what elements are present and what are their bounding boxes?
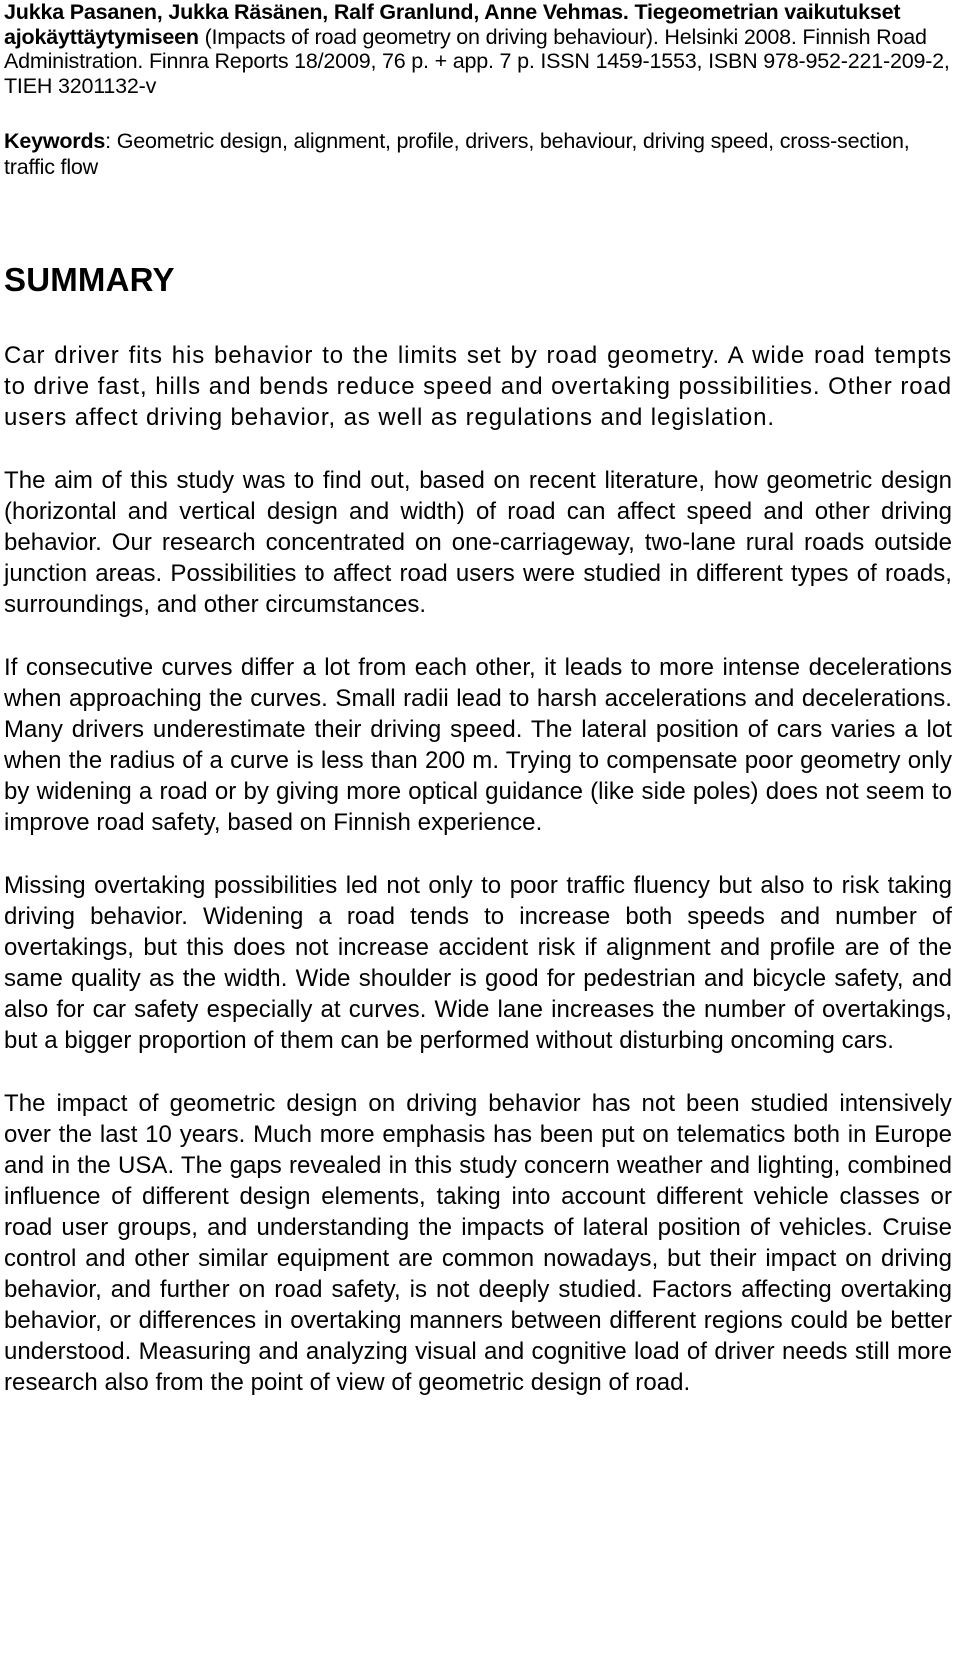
summary-paragraph-4: Missing overtaking possibilities led not only to poor traffic fluency but also to risk taking driving behavior. Widening a road tends to increase both speeds and number of overtakings, but this does not increase accident risk if alignment and profile are of the same quality as the width. Wide shoulder is good for pedestrian and bicycle safety, and also for car safety especially at curves. Wide lane increases the number of overtakings, but a bigger proportion of them can be performed without disturbing oncoming cars. — [4, 872, 952, 1054]
summary-paragraph-5: The impact of geometric design on driving behavior has not been studied intensively over the last 10 years. Much more emphasis has been put on telematics both in Europe and in the USA. The gaps revealed in this study concern weather and lighting, combined influence of different design elements, taking into account different vehicle classes or road user groups, and understanding the impacts of lateral position of vehicles. Cruise control and other similar equipment are common nowadays, but their impact on driving behavior, and further on road safety, is not deeply studied. Factors affecting overtaking behavior, or differences in overtaking manners between different regions could be better understood. Measuring and analyzing visual and cognitive load of driver needs still more research also from the point of view of geometric design of road. — [4, 1090, 952, 1396]
summary-paragraph-2: The aim of this study was to find out, based on recent literature, how geometric design (horizontal and vertical design and width) of road can affect speed and other driving behavior. Our research concentrated on one-carriageway, two-lane rural roads outside junction areas. Possibilities to affect road users were studied in different types of roads, surroundings, and other circumstances. — [4, 467, 952, 618]
keywords-line — [4, 128, 952, 180]
summary-paragraph-1: Car driver fits his behavior to the limits set by road geometry. A wide road tempts to drive fast, hills and bends reduce speed and overtaking possibilities. Other road users affect driving behavior, as well as regulations and legislation. — [4, 342, 952, 431]
keywords-text: : Geometric design, alignment, profile, drivers, behaviour, driving speed, cross-section, traffic flow — [4, 129, 910, 179]
authors-and-title: Jukka Pasanen, Jukka Räsänen, Ralf Granlund, Anne Vehmas. Tiegeometrian vaikutukset ajokäyttäytymiseen — [4, 0, 901, 49]
summary-heading: SUMMARY — [4, 261, 175, 298]
citation-details: (Impacts of road geometry on driving behaviour). Helsinki 2008. Finnish Road Administration. Finnra Reports 18/2009, 76 p. + app. 7 p. ISSN 1459-1553, ISBN 978-952-221-209-2, TIEH 3201132-v — [4, 24, 950, 98]
summary-body — [4, 340, 952, 1398]
keywords-label: Keywords — [4, 129, 106, 153]
bibliographic-header — [4, 0, 952, 98]
summary-paragraph-3: If consecutive curves differ a lot from each other, it leads to more intense decelerations when approaching the curves. Small radii lead to harsh accelerations and decelerations. Many drivers underestimate their driving speed. The lateral position of cars varies a lot when the radius of a curve is less than 200 m. Trying to compensate poor geometry only by widening a road or by giving more optical guidance (like side poles) does not seem to improve road safety, based on Finnish experience. — [4, 654, 952, 836]
